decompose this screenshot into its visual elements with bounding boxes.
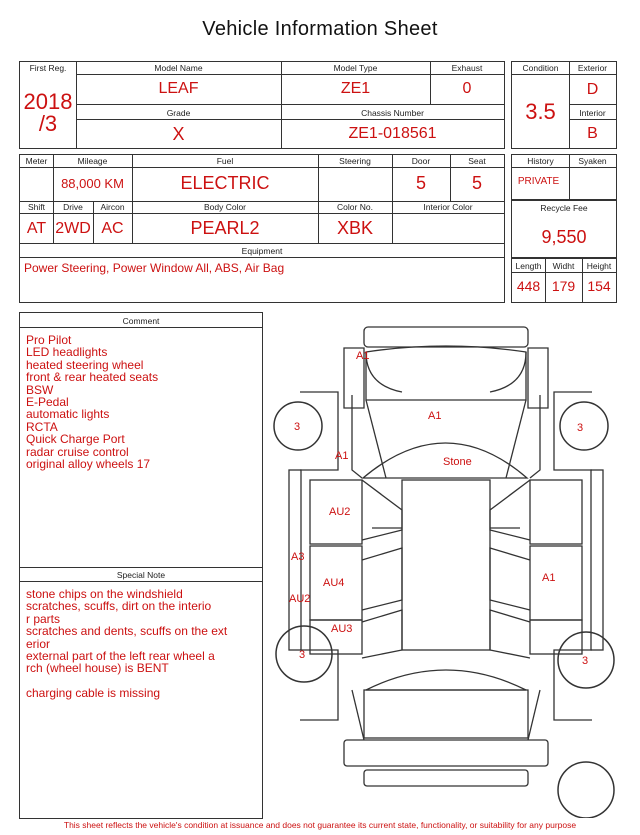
chassis-number-label: Chassis Number	[361, 108, 424, 118]
mark-hood: A1	[428, 410, 442, 422]
mark-left-rear-door: AU4	[323, 577, 345, 589]
aircon-label: Aircon	[100, 202, 125, 212]
recycle-fee-value: 9,550	[541, 227, 587, 247]
comment-line: heated steering wheel	[26, 357, 144, 372]
exhaust-label: Exhaust	[451, 63, 483, 73]
history-label: History	[527, 156, 554, 166]
comment-box	[19, 312, 263, 819]
special-note-list	[26, 588, 227, 699]
mark-left-pillar: A3	[291, 551, 305, 563]
mileage-label: Mileage	[77, 156, 108, 166]
door-value: 5	[415, 173, 426, 193]
equipment-label: Equipment	[241, 246, 283, 256]
height-label: Height	[586, 261, 612, 271]
history-table	[511, 154, 617, 200]
width-label: Widht	[552, 261, 575, 271]
right-quarter-part	[530, 620, 582, 654]
model-name-value: LEAF	[158, 80, 199, 97]
meter-label: Meter	[25, 156, 48, 166]
grade-value: X	[172, 124, 185, 144]
mark-left-rocker: AU2	[289, 593, 311, 605]
recycle-fee-box	[511, 200, 617, 258]
rear-bumper-part	[344, 740, 548, 766]
interior-label: Interior	[579, 108, 606, 118]
first-reg-month: /3	[38, 111, 58, 136]
equipment-value: Power Steering, Power Window All, ABS, Air Bag	[24, 261, 285, 275]
mark-front-bumper: A1	[356, 350, 370, 362]
first-reg-year: 2018	[23, 89, 73, 114]
comment-label: Comment	[122, 316, 160, 326]
front-bumper-part	[364, 327, 528, 347]
special-note-line: scratches and dents, scuffs on the ext	[26, 624, 228, 639]
body-color-label: Body Color	[203, 202, 247, 212]
front-right-tire	[560, 402, 608, 450]
footer-disclaimer: This sheet reflects the vehicle's condition at issuance and does not guarantee its current state, functionality, or suitability for any purpose	[63, 820, 577, 830]
roof-part	[402, 480, 490, 650]
condition-label: Condition	[522, 63, 559, 73]
special-note-line: erior	[26, 636, 51, 651]
model-name-label: Model Name	[154, 63, 203, 73]
comment-line: radar cruise control	[26, 444, 129, 459]
right-front-door-part	[530, 480, 582, 544]
color-no-value: XBK	[336, 218, 374, 238]
comment-line: RCTA	[26, 419, 58, 434]
sheet-title: Vehicle Information Sheet	[202, 18, 438, 40]
model-type-label: Model Type	[333, 63, 378, 73]
aircon-value: AC	[101, 220, 124, 237]
drive-value: 2WD	[55, 220, 91, 237]
length-label: Length	[515, 261, 542, 271]
body-color-value: PEARL2	[190, 218, 260, 238]
special-note-line: scratches, scuffs, dirt on the interio	[26, 599, 212, 614]
mark-front-left-tire: 3	[294, 421, 301, 433]
length-value: 448	[516, 278, 541, 294]
steering-label: Steering	[339, 156, 371, 166]
dimensions-table	[511, 258, 617, 303]
comment-line: BSW	[26, 382, 54, 397]
comment-line: Quick Charge Port	[26, 432, 125, 447]
width-value: 179	[551, 278, 576, 294]
mileage-value: 88,000 KM	[61, 176, 124, 191]
mark-left-rear-quarter: AU3	[331, 623, 353, 635]
drive-label: Drive	[63, 202, 83, 212]
vehicle-id-table	[19, 61, 505, 149]
chassis-number-value: ZE1-018561	[348, 125, 437, 142]
comment-line: LED headlights	[26, 345, 108, 360]
height-value: 154	[587, 278, 611, 294]
exterior-label: Exterior	[577, 63, 608, 73]
rear-window-part	[366, 670, 526, 690]
mark-left-fender: A1	[335, 450, 349, 462]
fuel-label: Fuel	[216, 156, 234, 166]
fuel-value: ELECTRIC	[180, 173, 270, 193]
exterior-grade: D	[586, 81, 599, 98]
special-note-line: charging cable is missing	[26, 685, 161, 700]
comment-line: E-Pedal	[26, 395, 69, 410]
comment-line: automatic lights	[26, 407, 110, 422]
seat-label: Seat	[468, 156, 486, 166]
seat-value: 5	[471, 173, 482, 193]
model-type-value: ZE1	[340, 80, 371, 97]
right-rear-door-part	[530, 546, 582, 620]
shift-value: AT	[26, 220, 47, 237]
trunk-part	[364, 690, 528, 738]
mark-rear-right-tire: 3	[582, 655, 589, 667]
spare-tire	[558, 762, 614, 818]
shift-label: Shift	[27, 202, 45, 212]
right-rocker-part	[591, 470, 603, 650]
condition-table	[511, 61, 617, 149]
mark-windshield: Stone	[443, 456, 472, 468]
car-damage-diagram	[270, 318, 630, 818]
special-note-line: r parts	[26, 611, 61, 626]
door-label: Door	[411, 156, 431, 166]
comment-line: front & rear heated seats	[26, 370, 159, 385]
exhaust-value: 0	[462, 80, 472, 97]
syaken-label: Syaken	[578, 156, 607, 166]
grade-label: Grade	[166, 108, 191, 118]
interior-color-label: Interior Color	[423, 202, 473, 212]
comment-list	[26, 334, 158, 470]
special-note-line: stone chips on the windshield	[26, 587, 183, 601]
hood-part	[366, 346, 526, 400]
mark-right-rear-door: A1	[542, 572, 556, 584]
color-no-label: Color No.	[337, 202, 373, 212]
specs-table	[19, 154, 505, 303]
condition-grade: 3.5	[525, 99, 556, 124]
special-note-label: Special Note	[116, 570, 166, 580]
mark-front-right-tire: 3	[577, 422, 584, 434]
mark-left-front-door: AU2	[329, 506, 351, 518]
special-note-line: rch (wheel house) is BENT	[26, 661, 169, 676]
comment-line: original alloy wheels 17	[26, 457, 151, 472]
interior-grade: B	[587, 125, 598, 142]
special-note-line: external part of the left rear wheel a	[26, 649, 215, 664]
mark-rear-left-tire: 3	[299, 649, 306, 661]
history-value: PRIVATE	[517, 176, 560, 187]
recycle-fee-label: Recycle Fee	[540, 203, 588, 213]
first-reg-label: First Reg.	[29, 63, 67, 73]
comment-line: Pro Pilot	[26, 333, 72, 347]
